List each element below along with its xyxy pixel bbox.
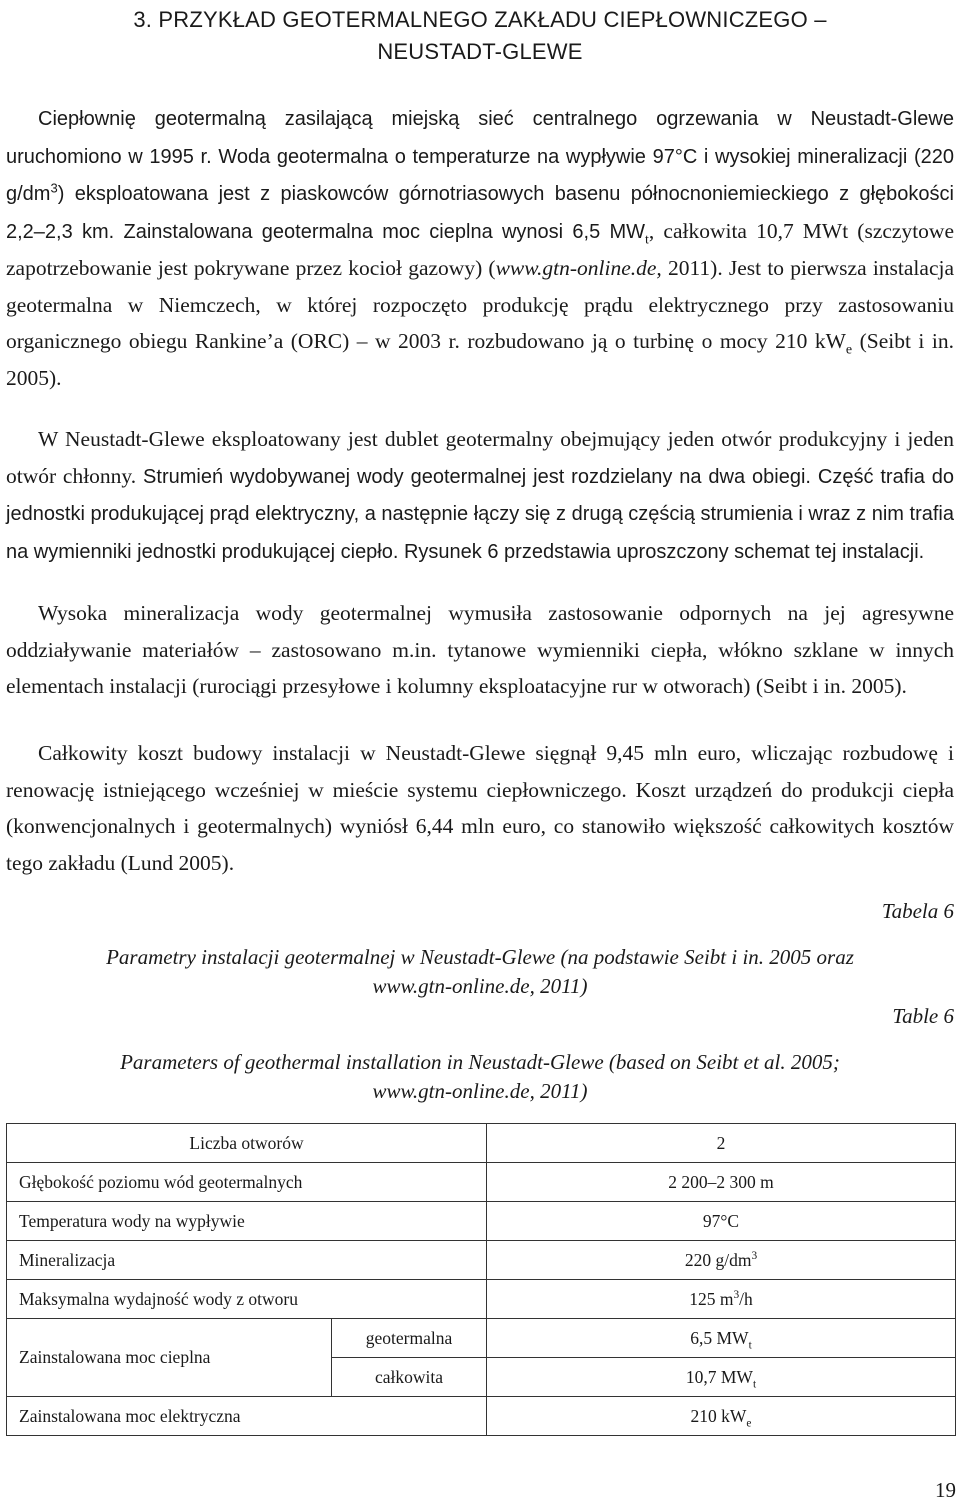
table-row (7, 1241, 956, 1280)
parameters-table (6, 1123, 956, 1436)
row-label: Głębokość poziomu wód geotermalnych (7, 1163, 487, 1202)
paragraph-3 (6, 595, 954, 705)
page-number: 19 (935, 1478, 956, 1502)
row-value (487, 1280, 956, 1319)
section-heading (0, 4, 960, 68)
p1-text-c: Zainstalowana geotermalna moc cieplna wynosi 6,5 MW (114, 220, 646, 243)
table-row (7, 1280, 956, 1319)
value-text: 6,5 MW (690, 1327, 749, 1348)
row-value (487, 1358, 956, 1397)
paragraph-1 (6, 100, 954, 396)
value-sub: t (752, 1378, 757, 1390)
paragraph-4 (6, 735, 954, 881)
value-sup: 3 (733, 1288, 740, 1301)
row-value: 97°C (487, 1202, 956, 1241)
table-row (7, 1163, 956, 1202)
p1-text-e: 2011). Jest to pierwsza instalacja geotermalna w Niemczech, w której rozpoczęto produkcję prądu elektrycznego przy zastosowaniu organicznego obiegu Rankine’a (ORC) – w 2003 r. rozbudowano ją o turbinę o mocy 210 kW (6, 256, 955, 353)
value-text: 210 kW (690, 1405, 747, 1426)
value-text: 125 m (689, 1288, 734, 1309)
row-label: Zainstalowana moc elektryczna (7, 1397, 487, 1436)
row-label: Liczba otworów (7, 1124, 487, 1163)
row-value: 2 (487, 1124, 956, 1163)
value-sub: e (746, 1417, 752, 1429)
value-text: 10,7 MW (685, 1366, 753, 1387)
value-sub: t (748, 1339, 752, 1351)
paragraph-2 (6, 421, 954, 570)
p4-text: Całkowity koszt budowy instalacji w Neustadt-Glewe sięgnął 9,45 mln euro, wliczając rozbudowę i renowację istniejącego wcześniej w mieście systemu ciepłowniczego. Koszt urządzeń do produkcji ciepła (konwencjonalnych i geotermalnych) wyniósł 6,44 mln euro, co stanowiło większość całkowitych kosztów tego zakładu (Lund 2005). (6, 741, 954, 875)
row-value: 2 200–2 300 m (487, 1163, 956, 1202)
p1-sub-e: e (845, 342, 853, 358)
row-sublabel: całkowita (332, 1358, 487, 1397)
p1-text-d: , całkowita 10,7 MWt (szczytowe zapotrzebowanie jest pokrywane przez kocioł gazowy) ( (6, 218, 954, 280)
table-caption-pl-line-1: Parametry instalacji geotermalnej w Neustadt-Glewe (na podstawie Seibt i in. 2005 oraz (106, 945, 854, 969)
row-value (487, 1319, 956, 1358)
table-row (7, 1319, 956, 1358)
p1-sup: 3 (50, 180, 58, 196)
row-label: Mineralizacja (7, 1241, 487, 1280)
row-sublabel: geotermalna (332, 1319, 487, 1358)
p1-text-f: (Seibt i in. 2005). (6, 329, 954, 390)
row-label: Maksymalna wydajność wody z otworu (7, 1280, 487, 1319)
p2-text-b: Strumień wydobywanej wody geotermalnej jest rozdzielany na dwa obiegi. Część trafia do jednostki produkującej prąd elektryczny, a następnie łączy się z drugą częścią strumienia i wraz z nim trafia na wymienniki jednostki produkującej ciepło. Rysunek 6 przedstawia uproszczony schemat tej instalacji. (6, 465, 954, 563)
row-label: Zainstalowana moc cieplna (7, 1319, 332, 1397)
table-row (7, 1124, 956, 1163)
table-label-pl: Tabela 6 (881, 899, 954, 923)
table-caption-en-line-1: Parameters of geothermal installation in Neustadt-Glewe (based on Seibt et al. 2005; (120, 1050, 840, 1074)
p1-text-a: Ciepłownię geotermalną zasilającą miejską sieć centralnego ogrzewania w Neustadt-Glewe uruchomiono w 1995 r. Woda geotermalna o temperaturze na wypływie 97°C i wysokiej mineralizacji (220 g/dm (6, 108, 954, 205)
value-text: /h (739, 1288, 753, 1309)
p2-text-a: W Neustadt-Glewe eksploatowany jest dublet geotermalny obejmujący jeden otwór produkcyjny i jeden otwór chłonny. (6, 427, 954, 488)
row-label: Temperatura wody na wypływie (7, 1202, 487, 1241)
row-value (487, 1241, 956, 1280)
p1-sub-t: t (645, 231, 649, 247)
section-heading-line-1: 3. PRZYKŁAD GEOTERMALNEGO ZAKŁADU CIEPŁOWNICZEGO – (133, 7, 827, 32)
table-caption-pl (40, 943, 920, 1001)
p3-text: Wysoka mineralizacja wody geotermalnej wymusiła zastosowanie odpornych na jej agresywne oddziaływanie materiałów – zastosowano m.in. tytanowe wymienniki ciepła, włókno szklane w innych elementach instalacji (rurociągi przesyłowe i kolumny eksploatacyjne rur w otworach) (Seibt i in. 2005). (6, 601, 954, 698)
value-text: 220 g/dm (684, 1249, 752, 1270)
p1-link-ref: www.gtn-online.de, (495, 256, 662, 280)
section-heading-line-2: NEUSTADT-GLEWE (377, 39, 583, 64)
p1-text-b: ) eksploatowana jest z piaskowców górnotriasowych basenu północnoniemieckiego z głębokości 2,2–2,3 km. (6, 183, 954, 243)
table-row (7, 1202, 956, 1241)
row-value (487, 1397, 956, 1436)
value-sup: 3 (751, 1249, 758, 1262)
table-caption-pl-line-2: www.gtn-online.de, 2011) (372, 974, 588, 998)
table-label-en: Table 6 (892, 1004, 954, 1028)
table-caption-en-line-2: www.gtn-online.de, 2011) (372, 1079, 588, 1103)
table-caption-en (40, 1048, 920, 1106)
table-row (7, 1397, 956, 1436)
